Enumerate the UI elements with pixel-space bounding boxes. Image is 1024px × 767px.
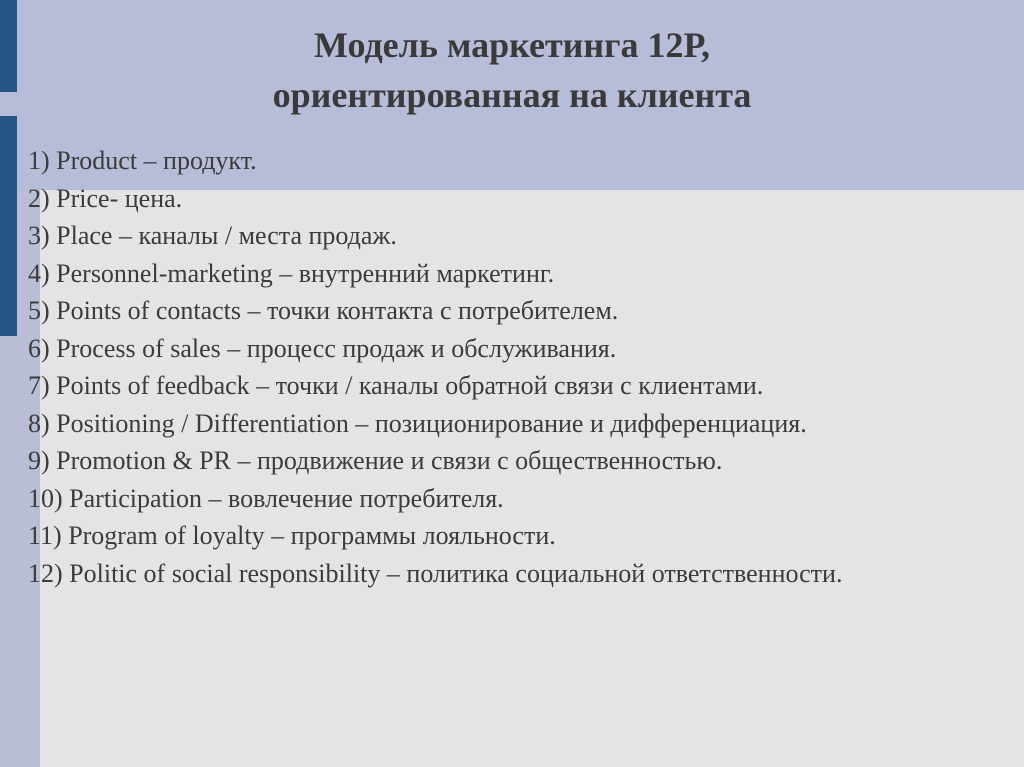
list-item-10: 10) Participation – вовлечение потребителя.: [28, 483, 504, 513]
marketing-12p-list: [28, 142, 1018, 592]
list-item-7: 7) Points of feedback – точки / каналы обратной связи с клиентами.: [28, 371, 764, 400]
list-item-1: 1) Product – продукт.: [28, 146, 257, 175]
list-item-9: 9) Promotion & PR – продвижение и связи с общественностью.: [28, 446, 723, 475]
slide-title: [0, 20, 1024, 120]
list-item-4: 4) Personnel-marketing – внутренний маркетинг.: [28, 258, 555, 288]
list-item-8: 8) Positioning / Differentiation – позиционирование и дифференциация.: [28, 408, 807, 438]
list-item-11: 11) Program of loyalty – программы лояльности.: [28, 521, 556, 550]
slide-title-line-2: ориентированная на клиента: [272, 75, 752, 115]
list-item-5: 5) Points of contacts – точки контакта с потребителем.: [28, 296, 619, 325]
list-item-12: 12) Politic of social responsibility – политика социальной ответственности.: [28, 558, 843, 588]
list-item-2: 2) Price- цена.: [28, 183, 183, 213]
slide-title-line-1: Модель маркетинга 12Р,: [313, 25, 711, 65]
list-item-6: 6) Process of sales – процесс продаж и обслуживания.: [28, 333, 617, 363]
accent-bar-middle: [0, 116, 17, 336]
list-item-3: 3) Place – каналы / места продаж.: [28, 221, 397, 250]
